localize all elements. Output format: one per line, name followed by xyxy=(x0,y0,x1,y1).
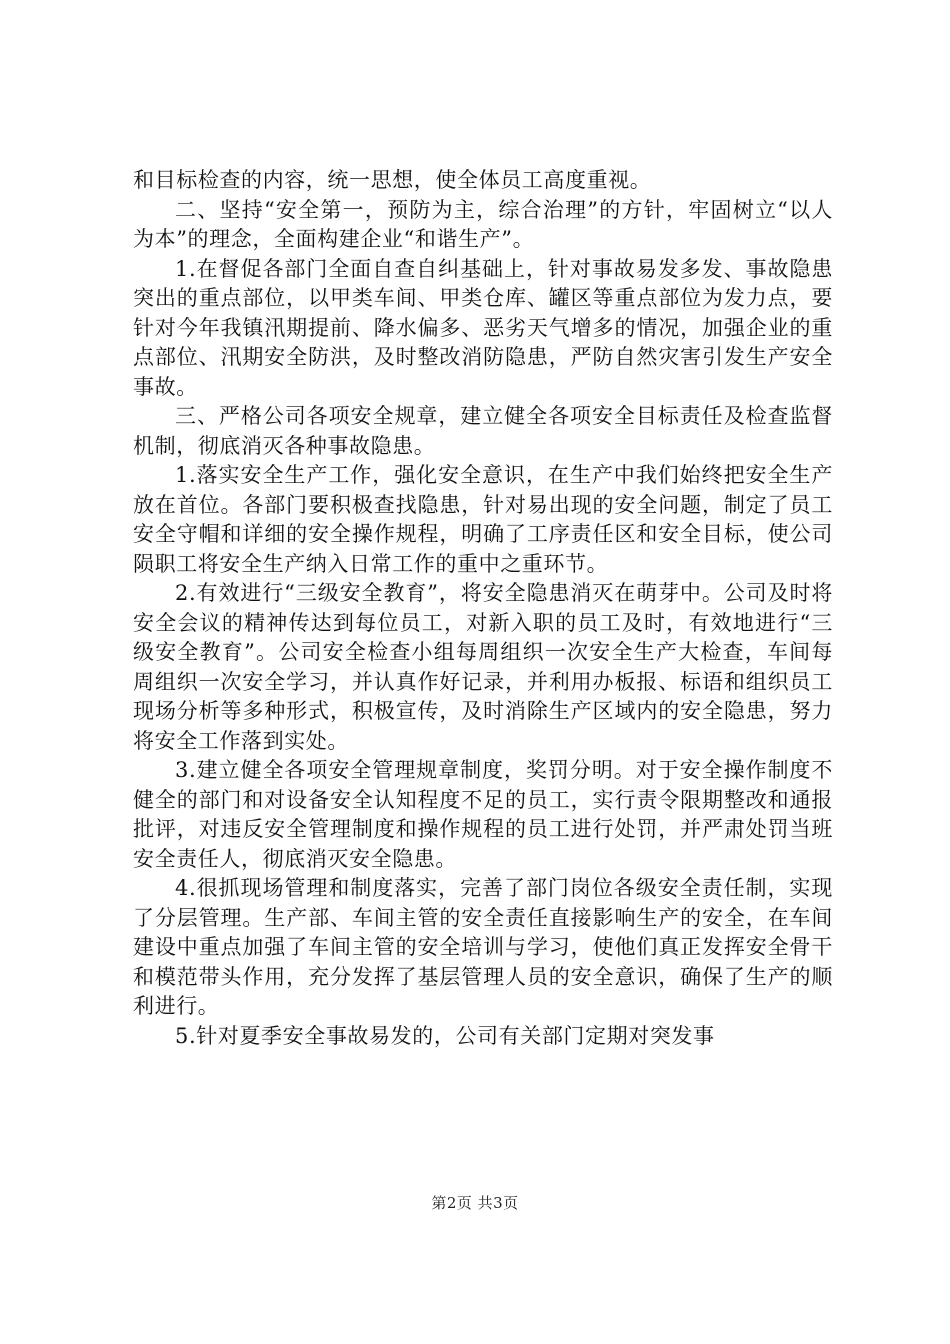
paragraph-5: 1.落实安全生产工作，强化安全意识，在生产中我们始终把安全生产放在首位。各部门要积极查找隐患，针对易出现的安全问题，制定了员工安全守帽和详细的安全操作规程，明确了工序责任区和安全目标，使公司陨职工将安全生产纳入日常工作的重中之重环节。 xyxy=(133,463,833,576)
page-footer: 第2页 共3页 xyxy=(431,1194,519,1212)
paragraph-8: 4.很抓现场管理和制度落实，完善了部门岗位各级安全责任制，实现了分层管理。生产部、车间主管的安全责任直接影响生产的安全，在车间建设中重点加强了车间主管的安全培训与学习，使他们真正发挥安全骨干和模范带头作用，充分发挥了基层管理人员的安全意识，确保了生产的顺利进行。 xyxy=(133,876,833,1018)
paragraph-3: 1.在督促各部门全面自查自纠基础上，针对事故易发多发、事故隐患突出的重点部位，以甲类车间、甲类仓库、罐区等重点部位为发力点，要针对今年我镇汛期提前、降水偏多、恶劣天气增多的情况，加强企业的重点部位、汛期安全防洪，及时整改消防隐患，严防自然灾害引发生产安全事故。 xyxy=(133,256,833,399)
paragraph-6: 2.有效进行“三级安全教育”，将安全隐患消灭在萌芽中。公司及时将安全会议的精神传达到每位员工，对新入职的员工及时，有效地进行“三级安全教育”。公司安全检查小组每周组织一次安全生产大检查，车间每周组织一次安全学习，并认真作好记录，并利用办板报、标语和组织员工现场分析等多种形式，积极宣传，及时消除生产区域内的安全隐患，努力将安全工作落到实处。 xyxy=(133,581,833,753)
document-body xyxy=(133,166,833,1051)
paragraph-9: 5.针对夏季安全事故易发的，公司有关部门定期对突发事 xyxy=(175,1023,715,1048)
paragraph-2: 二、坚持“安全第一，预防为主，综合治理”的方针，牢固树立“以人为本”的理念，全面构建企业“和谐生产”。 xyxy=(133,197,833,251)
paragraph-1: 和目标检查的内容，统一思想，使全体员工高度重视。 xyxy=(133,168,652,192)
paragraph-4: 三、严格公司各项安全规章，建立健全各项安全目标责任及检查监督机制，彻底消灭各种事故隐患。 xyxy=(133,404,833,458)
paragraph-7: 3.建立健全各项安全管理规章制度，奖罚分明。对于安全操作制度不健全的部门和对设备安全认知程度不足的员工，实行责令限期整改和通报批评，对违反安全管理制度和操作规程的员工进行处罚，并严肃处罚当班安全责任人，彻底消灭安全隐患。 xyxy=(133,758,833,871)
